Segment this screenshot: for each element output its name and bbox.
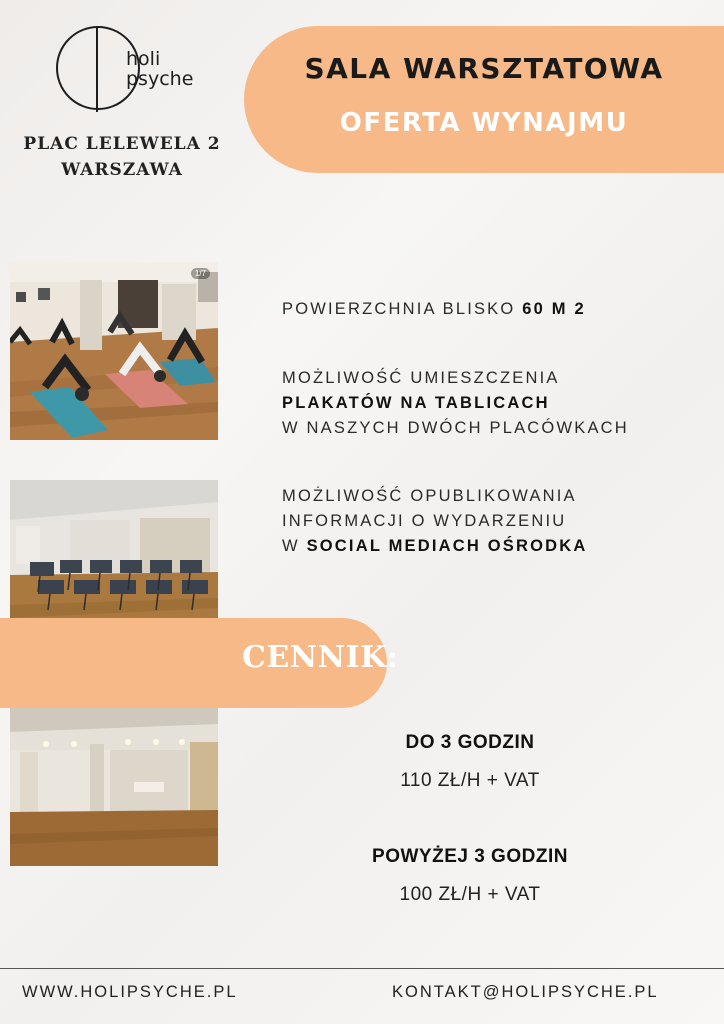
title-banner	[244, 26, 724, 173]
feature-social-line3	[282, 537, 588, 556]
feature-area-value: 60 M 2	[522, 300, 586, 318]
price-tier-2-value: 100 ZŁ/H + VAT	[399, 884, 541, 905]
feature-social-line2: INFORMACJI O WYDARZENIU	[282, 512, 567, 530]
price-tier-1-label: DO 3 GODZIN	[405, 732, 535, 753]
footer-divider	[0, 968, 724, 969]
email-link[interactable]: KONTAKT@HOLIPSYCHE.PL	[392, 983, 659, 1001]
feature-social-prefix: W	[282, 537, 307, 555]
page-subtitle: OFERTA WYNAJMU	[339, 108, 629, 138]
photo-empty-room	[10, 694, 218, 866]
photo-counter: 1/7	[191, 268, 210, 279]
pricing-title: CENNIK:	[242, 640, 399, 675]
feature-area	[282, 300, 586, 319]
logo	[56, 26, 196, 118]
address-street: PLAC LELEWELA 2	[23, 134, 221, 154]
feature-posters-line1: MOŻLIWOŚĆ UMIESZCZENIA	[282, 369, 560, 387]
feature-posters-bold: PLAKATÓW NA TABLICACH	[282, 394, 550, 412]
feature-social-bold: SOCIAL MEDIACH OŚRODKA	[306, 537, 588, 555]
website-link[interactable]: WWW.HOLIPSYCHE.PL	[22, 983, 238, 1001]
feature-social-line1: MOŻLIWOŚĆ OPUBLIKOWANIA	[282, 487, 577, 505]
page-title: SALA WARSZTATOWA	[304, 52, 664, 85]
logo-word-psyche: psyche	[126, 68, 194, 90]
feature-posters-line3: W NASZYCH DWÓCH PLACÓWKACH	[282, 419, 629, 437]
feature-posters-line2	[282, 394, 550, 413]
feature-area-text: POWIERZCHNIA BLISKO	[282, 300, 523, 318]
logo-word-holi: holi	[126, 48, 161, 70]
price-tier-1-value: 110 ZŁ/H + VAT	[400, 770, 540, 791]
price-tier-2-label: POWYŻEJ 3 GODZIN	[372, 846, 568, 867]
photo-yoga-class	[10, 262, 218, 440]
address-city: WARSZAWA	[61, 160, 183, 180]
logo-divider-line	[96, 26, 98, 112]
